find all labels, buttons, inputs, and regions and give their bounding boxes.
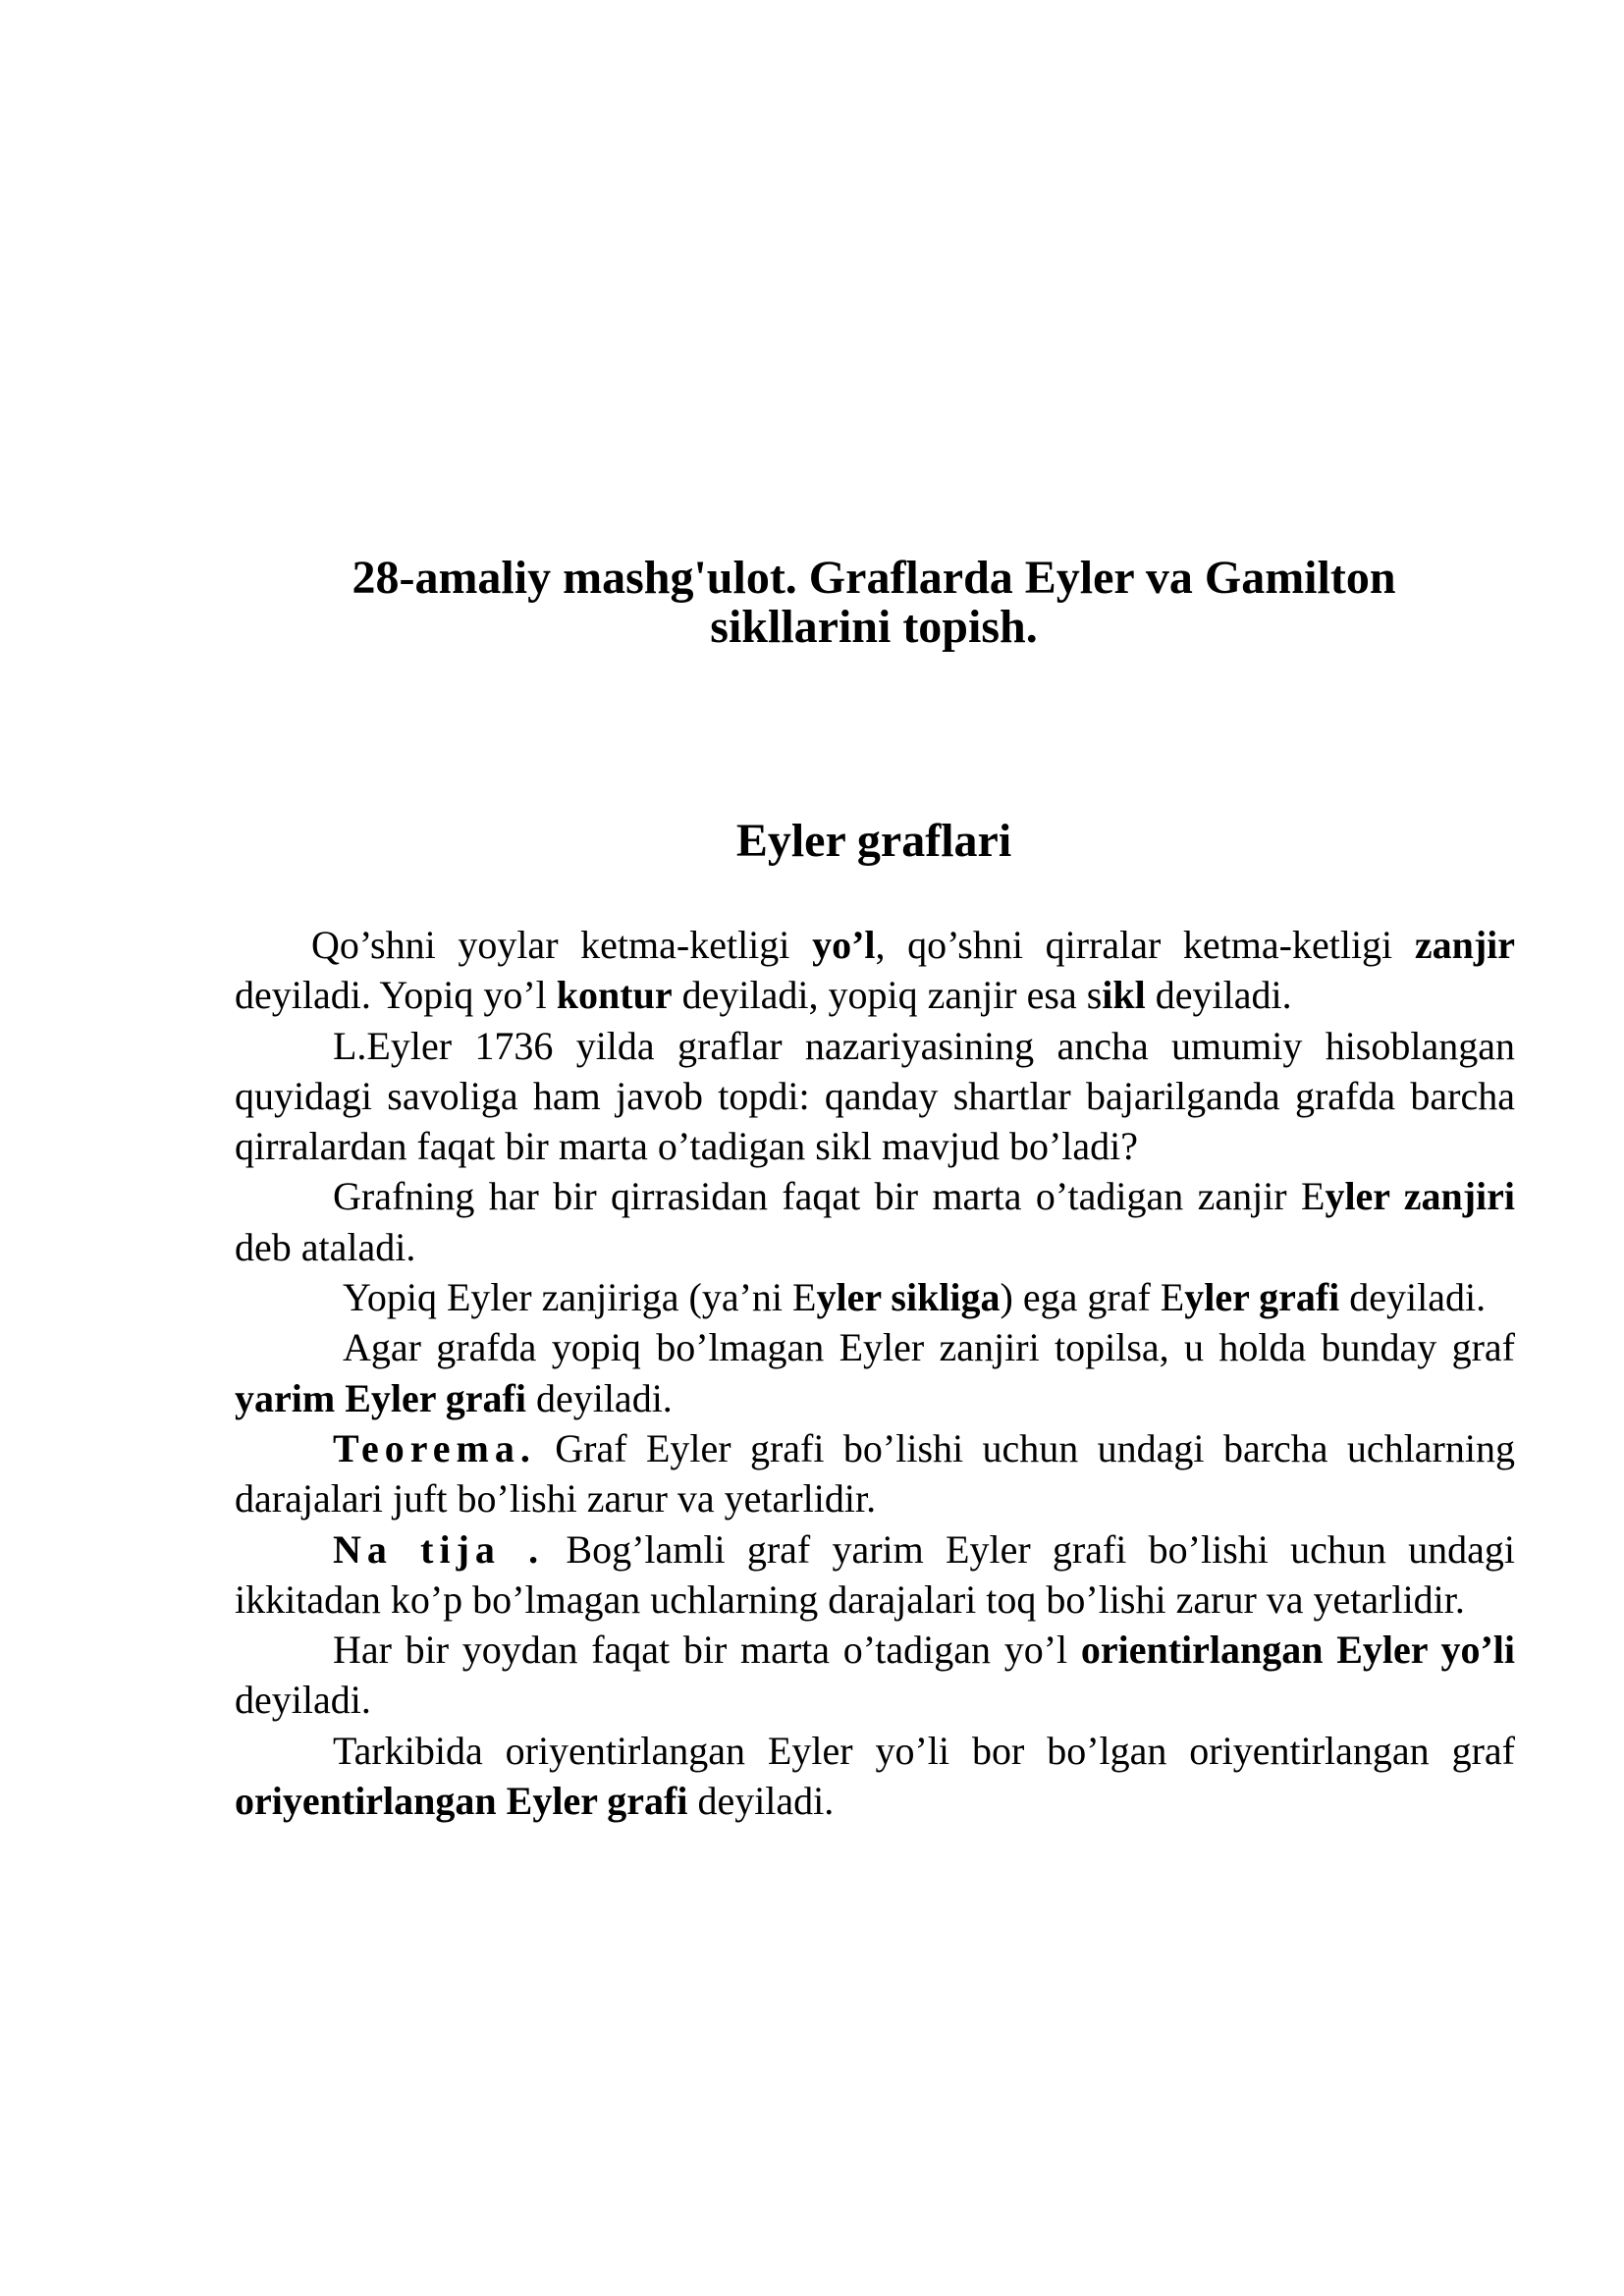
text-run: , qo’shni qirralar ketma-ketligi bbox=[875, 923, 1415, 967]
text-run: deyiladi. bbox=[1339, 1275, 1487, 1320]
paragraph-corollary bbox=[235, 1524, 1515, 1626]
paragraph-euler-history bbox=[235, 1021, 1515, 1172]
title-line-2: sikllarini topish. bbox=[710, 601, 1038, 653]
theorem-label: Teorema. bbox=[333, 1425, 536, 1470]
text-run: Bog’lamli graf yarim Eyler grafi bo’lishi uchun undagi ikkitadan ko’p bo’lmagan uchlarning darajalari toq bo’lishi zarur va yetarlidir. bbox=[235, 1526, 1515, 1622]
text-run: Grafning har bir qirrasidan faqat bir marta o’tadigan zanjir E bbox=[333, 1174, 1326, 1219]
term-kontur: kontur bbox=[556, 973, 673, 1018]
text-run: Yopiq Eyler zanjiriga (ya’ni E bbox=[343, 1275, 817, 1320]
title-line-1: 28-amaliy mashg'ulot. Graflarda Eyler va Gamilton bbox=[352, 552, 1396, 604]
term-eyler-sikli: yler sikliga bbox=[816, 1275, 1001, 1320]
paragraph-oriented-path bbox=[235, 1625, 1515, 1726]
text-run: deyiladi. bbox=[235, 1678, 371, 1723]
text-run: Tarkibida oriyentirlangan Eyler yo’li bor bo’lgan oriyentirlangan graf bbox=[333, 1728, 1515, 1773]
text-run: Qo’shni yoylar ketma-ketligi bbox=[311, 923, 813, 967]
paragraph-theorem bbox=[235, 1423, 1515, 1524]
body-text bbox=[235, 920, 1515, 1826]
text-run: ) ega graf E bbox=[1000, 1275, 1185, 1320]
text-run: Graf Eyler grafi bo’lishi uchun undagi barcha uchlarning darajalari juft bo’lishi zarur va yetarlidir. bbox=[235, 1425, 1515, 1522]
term-orientirlangan-eyler-yoli: orientirlangan Eyler yo’li bbox=[1080, 1628, 1516, 1673]
paragraph-euler-graph bbox=[235, 1272, 1515, 1322]
text-run: deb ataladi. bbox=[235, 1224, 416, 1269]
paragraph-oriented-graph bbox=[235, 1726, 1515, 1827]
text-run: L.Eyler 1736 yilda graflar nazariyasining ancha umumiy hisoblangan quyidagi savoliga ham javob topdi: qanday shartlar bajarilganda grafda barcha qirralardan faqat bir marta o’tadigan sikl mavjud bo’ladi? bbox=[235, 1023, 1515, 1169]
term-sikl: ikl bbox=[1102, 973, 1146, 1018]
text-run: Har bir yoydan faqat bir marta o’tadigan yo’l bbox=[333, 1628, 1081, 1673]
page-title bbox=[275, 554, 1473, 652]
paragraph-semi-euler bbox=[235, 1322, 1515, 1423]
term-zanjir: zanjir bbox=[1414, 923, 1515, 967]
corollary-label: Na tija . bbox=[333, 1526, 545, 1572]
text-run: deyiladi. bbox=[687, 1779, 835, 1824]
section-heading: Eyler graflari bbox=[735, 815, 1012, 867]
term-eyler-zanjiri: yler zanjiri bbox=[1325, 1174, 1516, 1219]
paragraph-definitions bbox=[235, 920, 1515, 1021]
text-run: deyiladi. bbox=[525, 1375, 673, 1420]
term-yarim-eyler-grafi: yarim Eyler grafi bbox=[235, 1375, 526, 1420]
term-yol: yo’l bbox=[812, 923, 876, 967]
paragraph-euler-chain bbox=[235, 1171, 1515, 1272]
text-run: deyiladi. bbox=[1145, 973, 1292, 1018]
text-run: deyiladi. Yopiq yo’l bbox=[235, 973, 557, 1018]
text-run: deyiladi, yopiq zanjir esa s bbox=[672, 973, 1103, 1018]
term-oriyentirlangan-eyler-grafi: oriyentirlangan Eyler grafi bbox=[235, 1779, 688, 1824]
term-eyler-grafi: yler grafi bbox=[1184, 1275, 1340, 1320]
text-run: Agar grafda yopiq bo’lmagan Eyler zanjiri topilsa, u holda bunday graf bbox=[343, 1325, 1515, 1370]
